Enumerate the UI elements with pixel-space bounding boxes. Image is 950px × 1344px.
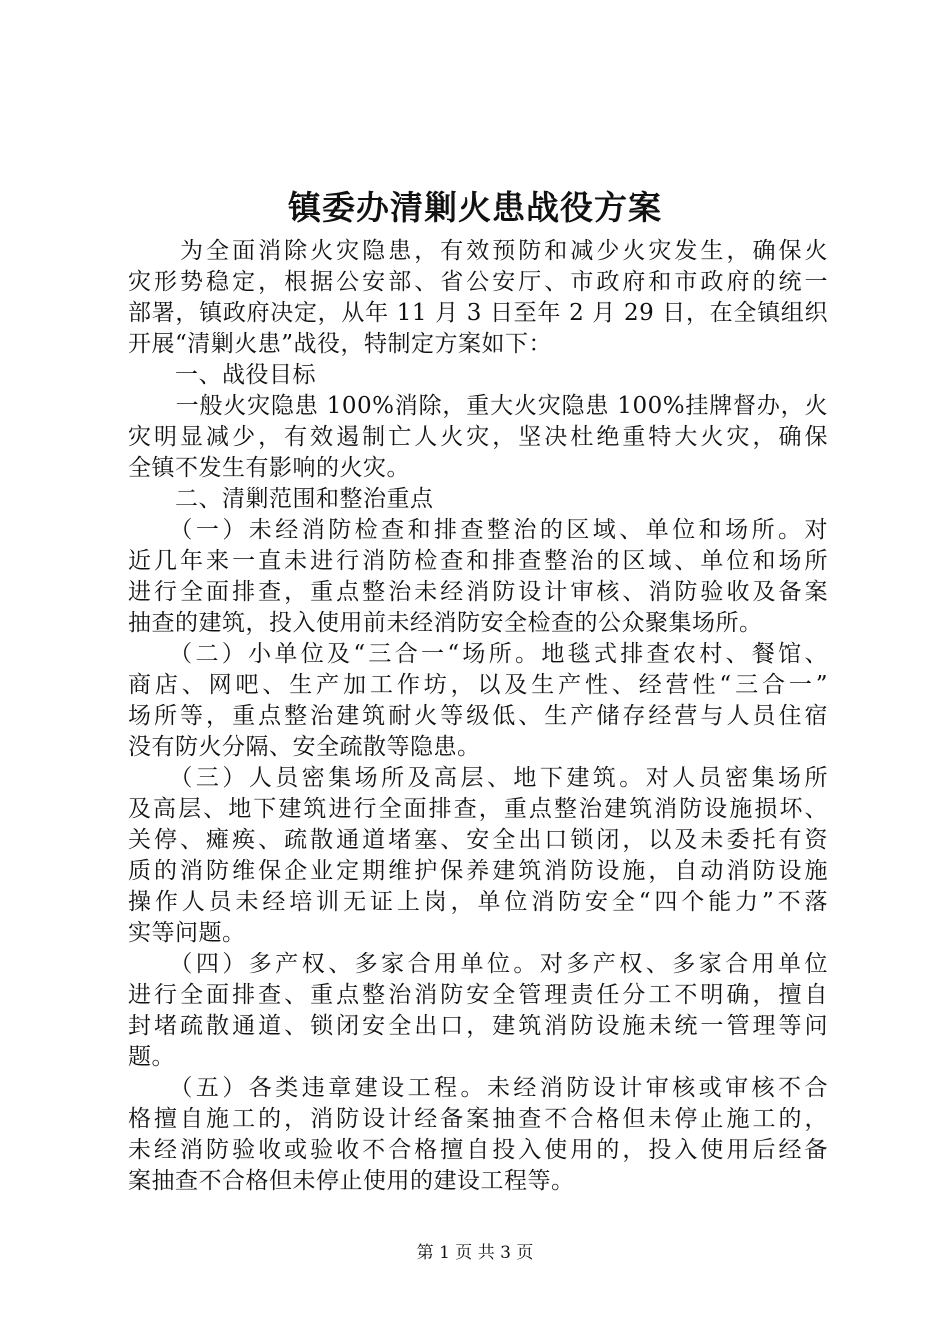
body-line: 没有防火分隔、安全疏散等隐患。 — [128, 734, 481, 760]
body-line: 进行全面排查，重点整治未经消防设计审核、消防验收及备案 — [128, 579, 828, 605]
body-line: 一、战役目标 — [128, 362, 316, 388]
body-line: （一）未经消防检查和排查整治的区域、单位和场所。对 — [128, 517, 828, 543]
body-line: 近几年来一直未进行消防检查和排查整治的区域、单位和场所 — [128, 548, 828, 574]
body-line: 进行全面排查、重点整治消防安全管理责任分工不明确，擅自 — [128, 982, 828, 1008]
document-title: 镇委办清剿火患战役方案 — [288, 188, 662, 227]
body-line: 灾形势稳定，根据公安部、省公安厅、市政府和市政府的统一 — [128, 269, 828, 295]
body-line: 关停、瘫痪、疏散通道堵塞、安全出口锁闭，以及未委托有资 — [128, 827, 828, 853]
body-line: 及高层、地下建筑进行全面排查，重点整治建筑消防设施损坏、 — [128, 796, 828, 822]
body-line: 商店、网吧、生产加工作坊，以及生产性、经营性“三合一” — [128, 672, 828, 698]
body-line: 实等问题。 — [128, 920, 246, 946]
body-line: 抽查的建筑，投入使用前未经消防安全检查的公众聚集场所。 — [128, 610, 763, 636]
page-footer: 第 1 页 共 3 页 — [416, 1243, 534, 1263]
body-line: 二、清剿范围和整治重点 — [128, 486, 434, 512]
body-line: 为全面消除火灾隐患，有效预防和减少火灾发生，确保火 — [128, 238, 828, 264]
body-line: 操作人员未经培训无证上岗，单位消防安全“四个能力”不落 — [128, 889, 828, 915]
body-line: 灾明显减少，有效遏制亡人火灾，坚决杜绝重特大火灾，确保 — [128, 424, 828, 450]
body-line: （四）多产权、多家合用单位。对多产权、多家合用单位 — [128, 951, 828, 977]
body-line: 一般火灾隐患 100%消除，重大火灾隐患 100%挂牌督办，火 — [128, 393, 828, 419]
body-line: 场所等，重点整治建筑耐火等级低、生产储存经营与人员住宿 — [128, 703, 828, 729]
body-line: 部署，镇政府决定，从年 11 月 3 日至年 2 月 29 日，在全镇组织 — [128, 300, 828, 326]
body-line: 质的消防维保企业定期维护保养建筑消防设施，自动消防设施 — [128, 858, 828, 884]
body-line: （三）人员密集场所及高层、地下建筑。对人员密集场所 — [128, 765, 828, 791]
body-line: 全镇不发生有影响的火灾。 — [128, 455, 410, 481]
body-line: 案抽查不合格但未停止使用的建设工程等。 — [128, 1168, 575, 1194]
body-line: 题。 — [128, 1044, 175, 1070]
body-line: 封堵疏散通道、锁闭安全出口，建筑消防设施未统一管理等问 — [128, 1013, 828, 1039]
document-body — [128, 236, 828, 1197]
body-line: 开展“清剿火患”战役，特制定方案如下： — [128, 331, 553, 357]
body-line: 未经消防验收或验收不合格擅自投入使用的，投入使用后经备 — [128, 1137, 828, 1163]
body-line: 格擅自施工的，消防设计经备案抽查不合格但未停止施工的， — [128, 1106, 828, 1132]
body-line: （五）各类违章建设工程。未经消防设计审核或审核不合 — [128, 1075, 828, 1101]
body-line: （二）小单位及“三合一“场所。地毯式排查农村、餐馆、 — [128, 641, 828, 667]
